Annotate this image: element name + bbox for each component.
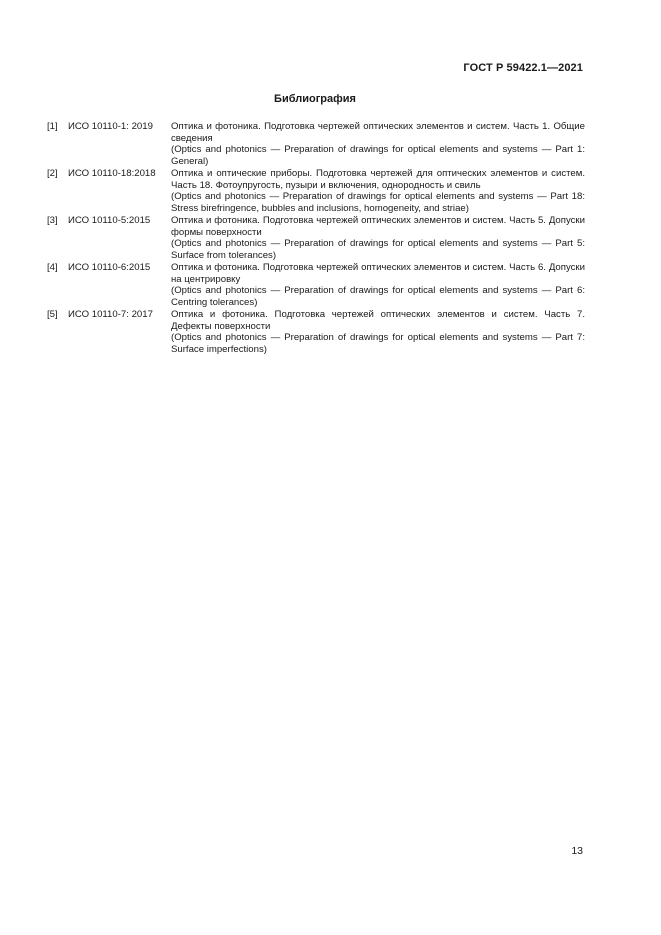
entry-number: [3] xyxy=(47,215,58,226)
bibliography-entry-4 xyxy=(47,262,585,308)
entry-title-ru: Оптика и фотоника. Подготовка чертежей оптических элементов и систем. Часть 1. Общие сведения xyxy=(171,121,585,144)
entry-description xyxy=(171,168,585,214)
entry-standard-ref: ИСО 10110-6:2015 xyxy=(68,262,151,273)
entry-number: [2] xyxy=(47,168,58,179)
entry-standard-ref: ИСО 10110-7: 2017 xyxy=(68,309,153,320)
entry-standard-ref: ИСО 10110-18:2018 xyxy=(68,168,156,179)
bibliography-entry-5 xyxy=(47,309,585,355)
bibliography-entry-2 xyxy=(47,168,585,214)
entry-title-en: (Optics and photonics — Preparation of drawings for optical elements and systems — Part 6: Centring tolerances) xyxy=(171,285,585,308)
entry-standard-ref: ИСО 10110-1: 2019 xyxy=(68,121,153,132)
entry-title-ru: Оптика и фотоника. Подготовка чертежей оптических элементов и систем. Часть 5. Допуски формы поверхности xyxy=(171,215,585,238)
entry-description xyxy=(171,121,585,167)
entry-title-ru: Оптика и фотоника. Подготовка чертежей оптических элементов и систем. Часть 7. Дефекты поверхности xyxy=(171,309,585,332)
entry-title-en: (Optics and photonics — Preparation of drawings for optical elements and systems — Part 18: Stress birefringence, bubbles and inclusions, homogeneity, and striae) xyxy=(171,191,585,214)
entry-title-en: (Optics and photonics — Preparation of drawings for optical elements and systems — Part 7: Surface imperfections) xyxy=(171,332,585,355)
bibliography-entry-1 xyxy=(47,121,585,167)
entry-number: [5] xyxy=(47,309,58,320)
bibliography-entry-3 xyxy=(47,215,585,261)
entry-description xyxy=(171,262,585,308)
page-number: 13 xyxy=(571,845,583,857)
bibliography-title: Библиография xyxy=(274,93,356,105)
bibliography-list xyxy=(47,121,585,356)
entry-standard-ref: ИСО 10110-5:2015 xyxy=(68,215,151,226)
entry-title-en: (Optics and photonics — Preparation of drawings for optical elements and systems — Part 1: General) xyxy=(171,144,585,167)
entry-title-ru: Оптика и оптические приборы. Подготовка чертежей для оптических элементов и систем. Часть 18. Фотоупругость, пузыри и включения, однородность и свиль xyxy=(171,168,585,191)
entry-title-ru: Оптика и фотоника. Подготовка чертежей оптических элементов и систем. Часть 6. Допуски на центрировку xyxy=(171,262,585,285)
entry-number: [4] xyxy=(47,262,58,273)
document-code: ГОСТ Р 59422.1—2021 xyxy=(463,62,583,74)
entry-description xyxy=(171,215,585,261)
entry-title-en: (Optics and photonics — Preparation of drawings for optical elements and systems — Part 5: Surface from tolerances) xyxy=(171,238,585,261)
entry-description xyxy=(171,309,585,355)
entry-number: [1] xyxy=(47,121,58,132)
